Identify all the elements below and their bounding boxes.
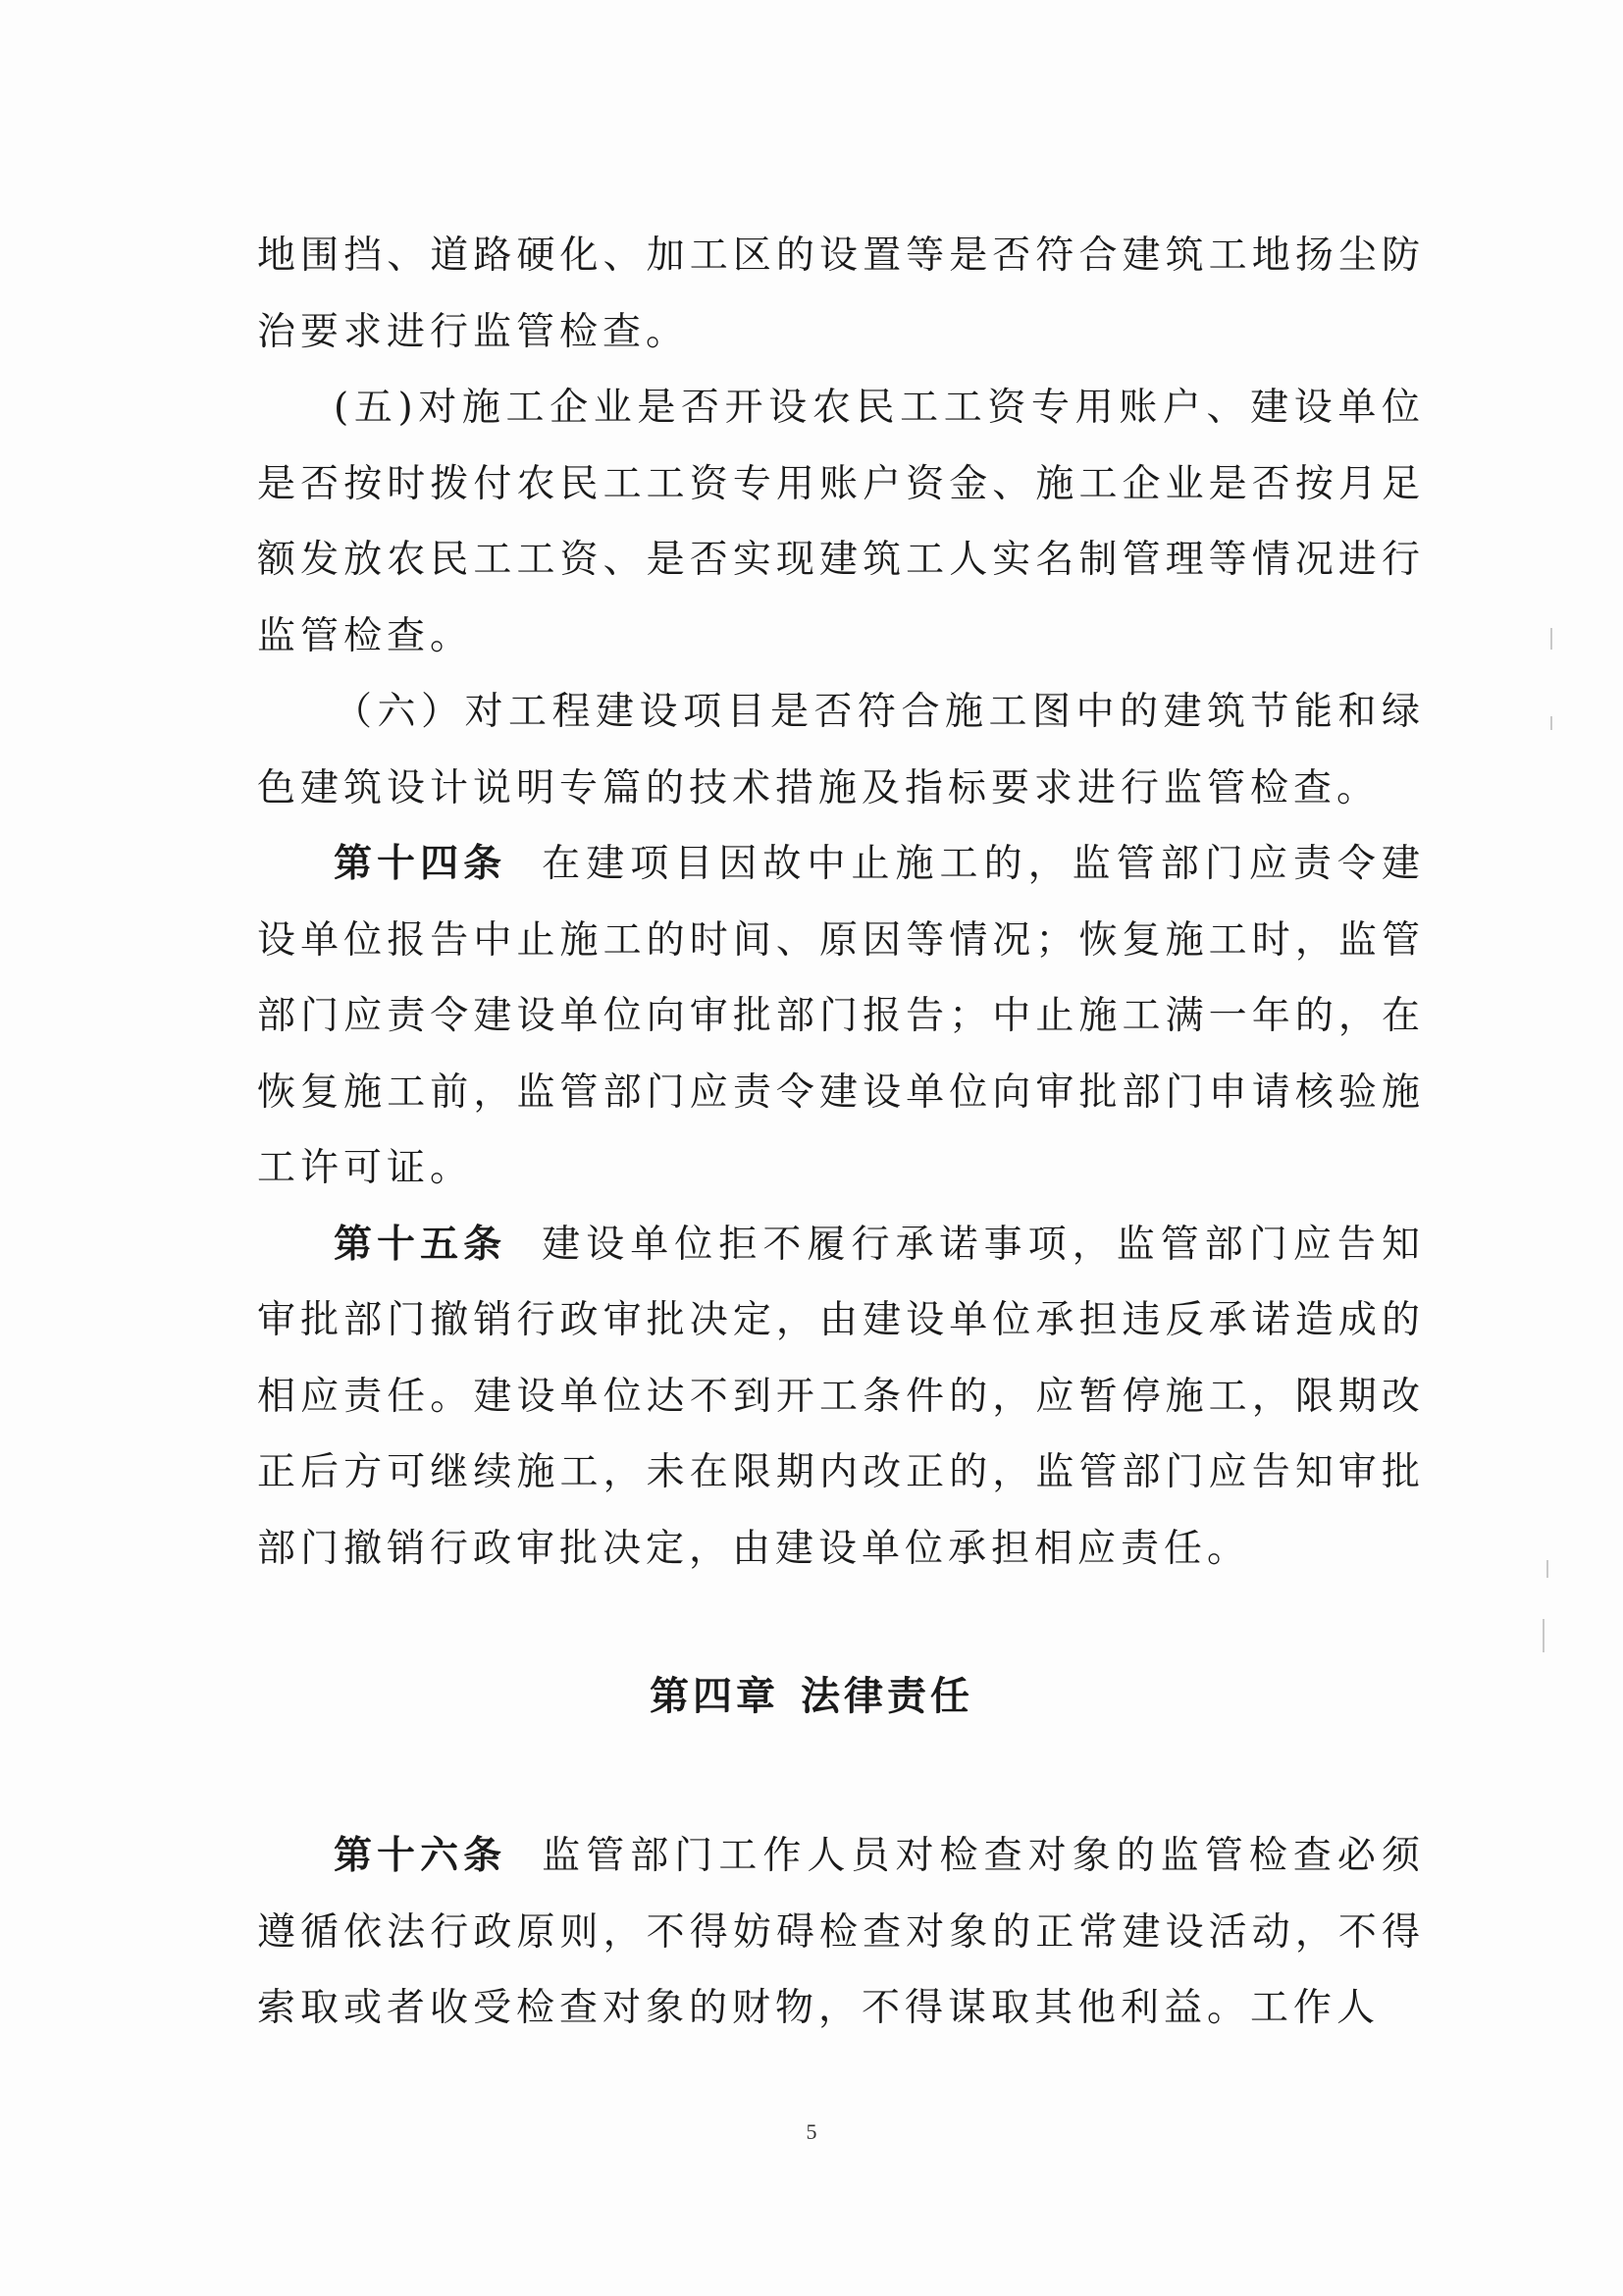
article-text: 建设单位拒不履行承诺事项，监管部门应告知审批部门撤销行政审批决定，由建设单位承担违反承诺造成的相应责任。建设单位达不到开工条件的，应暂停施工，限期改正后方可继续施工，未在限期内改正的，监管部门应告知审批部门撤销行政审批决定，由建设单位承担相应责任。 xyxy=(257,1222,1425,1571)
chapter-number: 第四章 xyxy=(650,1674,779,1719)
article-label: 第十六条 xyxy=(334,1834,507,1878)
scan-artifact xyxy=(1550,716,1552,730)
article-16 xyxy=(257,1818,1425,2047)
paragraph-text: 地围挡、道路硬化、加工区的设置等是否符合建筑工地扬尘防治要求进行监管检查。 xyxy=(257,234,1425,354)
article-15 xyxy=(257,1207,1425,1588)
document-body-lower xyxy=(257,1818,1425,2047)
article-text: 监管部门工作人员对检查对象的监管检查必须遵循依法行政原则，不得妨碍检查对象的正常建设活动，不得索取或者收受检查对象的财物，不得谋取其他利益。工作人 xyxy=(257,1834,1425,2030)
article-label: 第十五条 xyxy=(334,1222,507,1267)
chapter-title: 法律责任 xyxy=(801,1674,973,1719)
article-14 xyxy=(257,826,1425,1207)
paragraph-item-6 xyxy=(257,674,1425,826)
page-number: 5 xyxy=(806,2119,817,2144)
chapter-heading xyxy=(0,1665,1623,1721)
scan-artifact xyxy=(1546,1560,1548,1578)
paragraph-text: (五)对施工企业是否开设农民工工资专用账户、建设单位是否按时拨付农民工工资专用账户资金、施工企业是否按月足额发放农民工工资、是否实现建筑工人实名制管理等情况进行监管检查。 xyxy=(257,386,1425,658)
paragraph-text: （六）对工程建设项目是否符合施工图中的建筑节能和绿色建筑设计说明专篇的技术措施及指标要求进行监管检查。 xyxy=(257,690,1425,810)
scan-artifact xyxy=(1543,1619,1544,1652)
paragraph-item-5 xyxy=(257,370,1425,674)
paragraph-continuation xyxy=(257,218,1425,370)
scan-artifact xyxy=(1550,628,1552,650)
article-text: 在建项目因故中止施工的，监管部门应责令建设单位报告中止施工的时间、原因等情况；恢复施工时，监管部门应责令建设单位向审批部门报告；中止施工满一年的，在恢复施工前，监管部门应责令建设单位向审批部门申请核验施工许可证。 xyxy=(257,842,1425,1190)
article-label: 第十四条 xyxy=(334,842,507,886)
document-body-upper xyxy=(257,218,1425,1587)
